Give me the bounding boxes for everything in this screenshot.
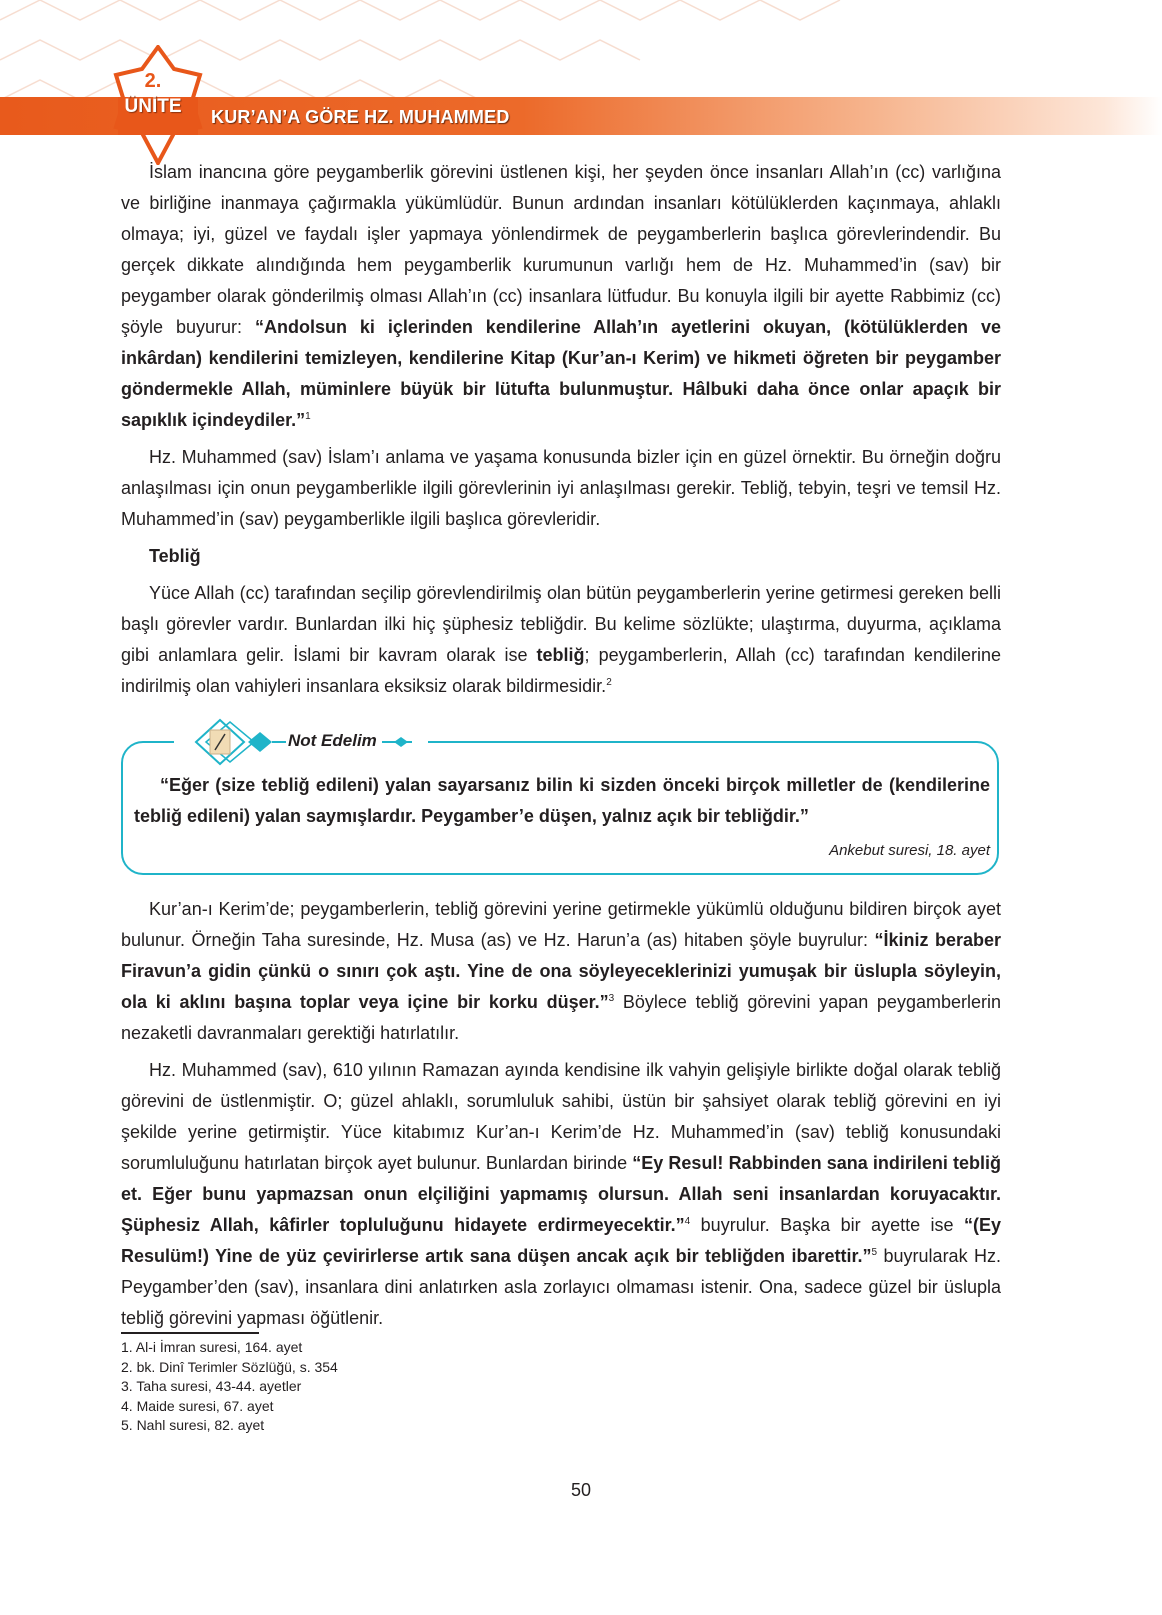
paragraph xyxy=(121,442,1001,535)
footnote-ref: 1 xyxy=(305,411,311,422)
footnotes xyxy=(121,1338,338,1436)
bold-quote: “Ey Resul! Rabbinden sana indirileni tebliğ et. Eğer bunu yapmazsan onun elçiliğini yapmamış olursun. Allah seni insanlardan koruyacaktır. Şüphesiz Allah, kâfirler topluluğunu hidayete erdirmeyecektir.” xyxy=(121,1153,1001,1235)
bold-quote: “Andolsun ki içlerinden kendilerine Allah’ın ayetlerini okuyan, (kötülüklerden ve inkârdan) kendilerini temizleyen, kendilerine Kitap (Kur’an-ı Kerim) ve hikmeti öğreten bir peygamber göndermekle Allah, müminlere büyük bir lütufta bulunmuştur. Hâlbuki daha önce onlar apaçık bir sapıklık içindeydiler.” xyxy=(121,317,1002,430)
footnote-ref: 4 xyxy=(684,1216,691,1227)
text-run: buyrulur. Başka bir ayette ise xyxy=(690,1215,964,1235)
text-run: buyrularak Hz. Peygamber’den (sav), insanlara dini anlatırken asla zorlayıcı olmaması istenir. Ona, sadece güzel bir üslupla tebliğ görevini yapması öğütlenir. xyxy=(121,1246,1002,1328)
footnote: 4. Maide suresi, 67. ayet xyxy=(121,1397,274,1414)
bold-quote: tebliğ xyxy=(536,645,585,665)
footnote-ref: 5 xyxy=(871,1247,878,1258)
text-run: Kur’an-ı Kerim’de; peygamberlerin, tebliğ görevini yerine getirmekle yükümlü olduğunu bildiren birçok ayet bulunur. Örneğin Taha suresinde, Hz. Musa (as) ve Hz. Harun’a (as) hitaben şöyle buyrulur: xyxy=(121,899,1001,950)
footnote: 3. Taha suresi, 43-44. ayetler xyxy=(121,1378,302,1394)
text-run: Yüce Allah (cc) tarafından seçilip görevlendirilmiş olan bütün peygamberlerin yerine getirmesi gereken belli başlı görevler vardır. Bunlardan ilki hiç şüphesiz tebliğdir. Bu kelime sözlükte; ulaştırma, duyurma, açıklama gibi anlamlara gelir. İslami bir kavram olarak ise xyxy=(121,583,1001,665)
chapter-title: KUR’AN’A GÖRE HZ. MUHAMMED xyxy=(211,107,510,127)
footnote-divider xyxy=(121,1332,259,1334)
paragraph xyxy=(121,157,1001,436)
footnote: 1. Al-i İmran suresi, 164. ayet xyxy=(121,1339,303,1355)
text-run: Böylece tebliğ görevini yapan peygamberlerin nezaketli davranmaları gerektiği hatırlatılır. xyxy=(121,992,1001,1043)
footnote: 2. bk. Dinî Terimler Sözlüğü, s. 354 xyxy=(121,1358,338,1375)
section-intro xyxy=(121,157,1001,708)
paragraph xyxy=(121,894,1001,1049)
text-run: İslam inancına göre peygamberlik görevini üstlenen kişi, her şeyden önce insanları Allah’ın (cc) varlığına ve birliğine inanmaya çağırmakla yükümlüdür. Bunun ardından insanları kötülüklerden kaçınmaya, ahlaklı olmaya; iyi, güzel ve faydalı işler yapmaya yönlendirmek de peygamberlerin başlıca görevlerindendir. Bu gerçek dikkate alındığında hem peygamberlik kurumunun varlığı hem de Hz. Muhammed’in (sav) bir peygamber olarak gönderilmiş olması Allah’ın (cc) insanlara lütfudur. Bu konuyla ilgili bir ayette Rabbimiz (cc) şöyle buyurur: xyxy=(121,162,1001,337)
footnote: 5. Nahl suresi, 82. ayet xyxy=(121,1417,265,1433)
note-title: Not Edelim xyxy=(288,731,377,750)
page-number: 50 xyxy=(570,1480,592,1500)
bold-quote: “(Ey Resulüm!) Yine de yüz çevirirlerse artık sana düşen ancak açık bir tebliğden ibarettir.” xyxy=(121,1215,1001,1266)
unit-label: ÜNİTE xyxy=(124,96,182,117)
unit-number: 2. xyxy=(144,70,162,92)
text-run: ; peygamberlerin, Allah (cc) tarafından kendilerine indirilmiş olan vahiyleri insanlara eksiksiz olarak bildirmesidir. xyxy=(121,645,1001,696)
section-tebligh-continued xyxy=(121,894,1001,1340)
footnote-ref: 2 xyxy=(606,677,612,688)
paragraph xyxy=(121,1055,1001,1334)
footnote-ref: 3 xyxy=(608,993,615,1004)
text-run: Hz. Muhammed (sav), 610 yılının Ramazan ayında kendisine ilk vahyin gelişiyle birlikte doğal olarak tebliğ görevini de üstlenmiştir. O; güzel ahlaklı, sorumluluk sahibi, üstün bir şahsiyet olarak tebliğ görevini en iyi şekilde yerine getirmiştir. Yüce kitabımız Kur’an-ı Kerim’de Hz. Muhammed’in (sav) tebliğ konusundaki sorumluluğunu hatırlatan birçok ayet bulunur. Bunlardan birinde xyxy=(121,1060,1001,1173)
bold-quote: “İkiniz beraber Firavun’a gidin çünkü o sınırı çok aştı. Yine de ona söyleyeceklerinizi yumuşak bir üslupla söyleyin, ola ki aklını başına toplar veya içine bir korku düşer.” xyxy=(121,930,1002,1012)
note-source: Ankebut suresi, 18. ayet xyxy=(829,842,990,859)
text-run: Hz. Muhammed (sav) İslam’ı anlama ve yaşama konusunda bizler için en güzel örnektir. Bu örneğin doğru anlaşılması için onun peygamberlikle ilgili görevlerinin iyi anlaşılması gerekir. Tebliğ, tebyin, teşri ve temsil Hz. Muhammed’in (sav) peygamberlikle ilgili başlıca görevleridir. xyxy=(121,447,1001,529)
paragraph xyxy=(121,578,1001,702)
section-heading-tebligh: Tebliğ xyxy=(149,546,201,566)
note-quote: “Eğer (size tebliğ edileni) yalan sayarsanız bilin ki sizden önceki birçok milletler de (kendilerine tebliğ edileni) yalan saymışlardır. Peygamber’e düşen, yalnız açık bir tebliğdir.” xyxy=(134,775,990,826)
